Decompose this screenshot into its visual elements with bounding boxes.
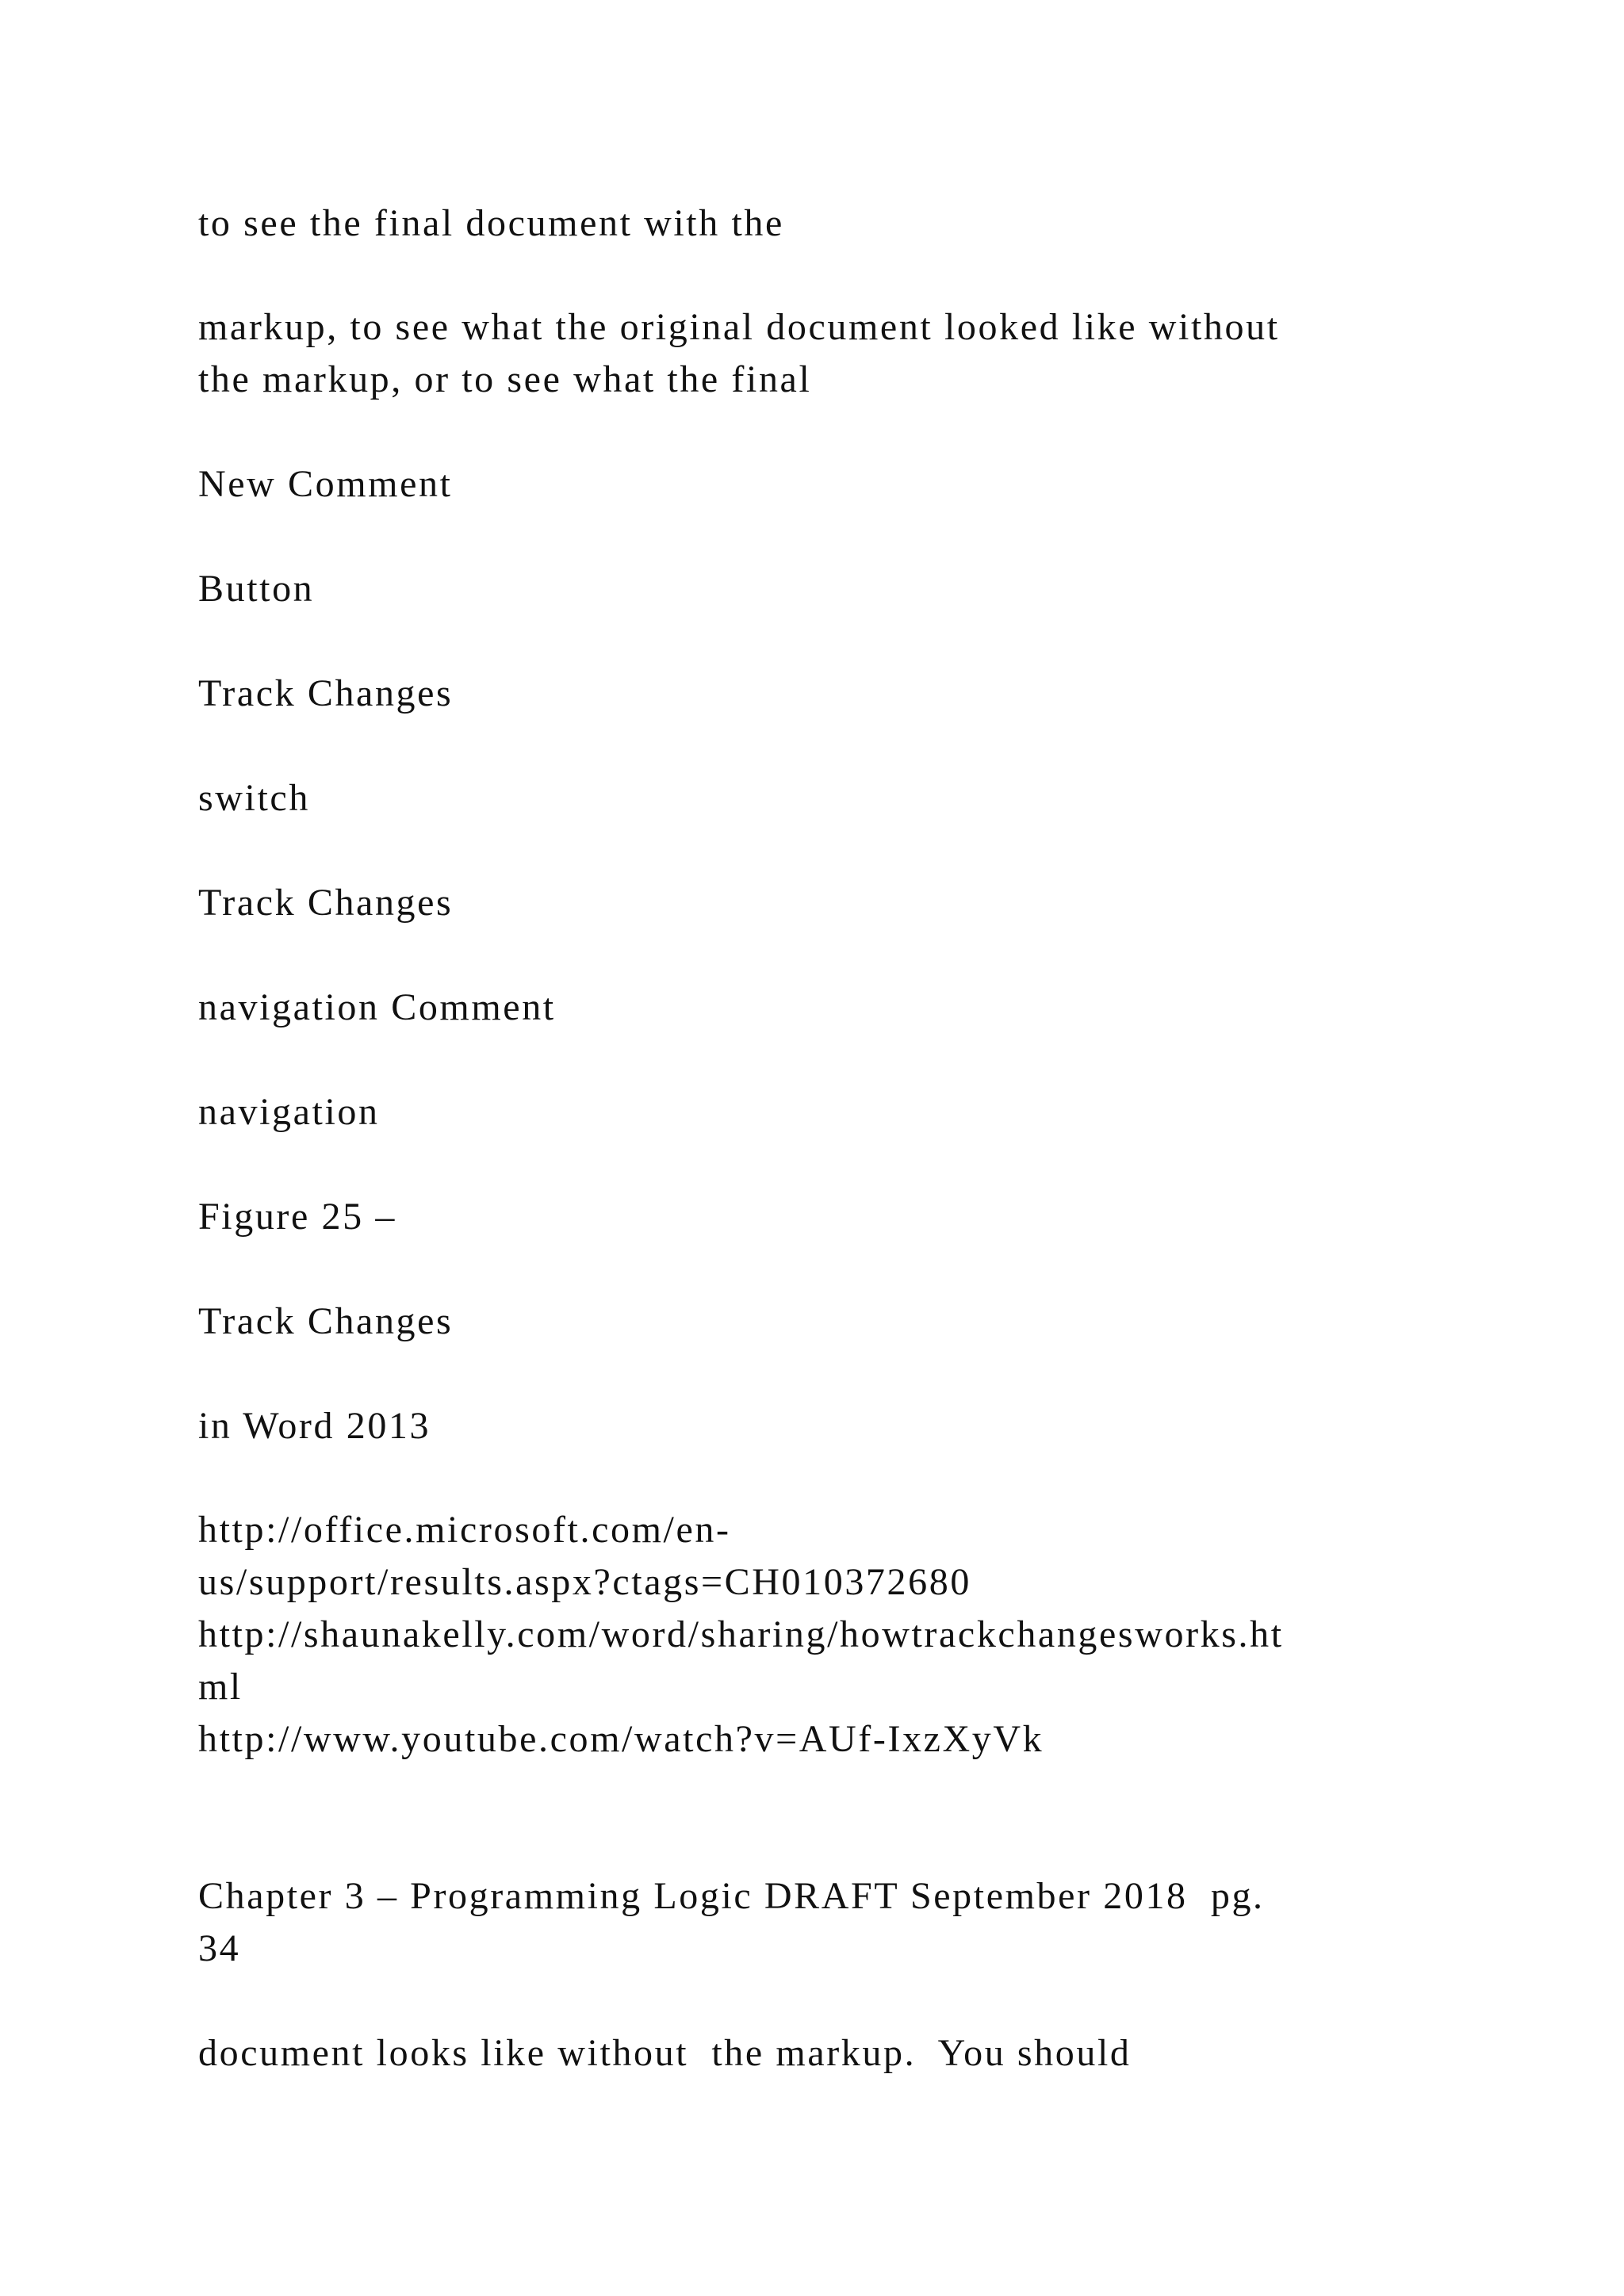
page-footer: Chapter 3 – Programming Logic DRAFT September 2018 pg. xyxy=(198,1875,1265,1917)
figure-label-new-comment: New Comment xyxy=(198,463,453,505)
figure-label-navigation: navigation xyxy=(198,1091,380,1133)
body-text-line: document looks like without the markup. You should xyxy=(198,2032,1132,2074)
figure-label-navigation-comment: navigation Comment xyxy=(198,986,556,1028)
figure-caption: Track Changes xyxy=(198,1300,454,1342)
body-text-line: markup, to see what the original document looked like without xyxy=(198,306,1280,348)
figure-label-track-changes: Track Changes xyxy=(198,672,454,714)
figure-label-track-changes: Track Changes xyxy=(198,882,454,924)
figure-caption: Figure 25 – xyxy=(198,1196,396,1238)
reference-link: us/support/results.aspx?ctags=CH010372680 xyxy=(198,1561,971,1603)
reference-link: ml xyxy=(198,1666,243,1708)
figure-label-switch: switch xyxy=(198,777,310,819)
reference-link: http://shaunakelly.com/word/sharing/howtrackchangesworks.ht xyxy=(198,1613,1284,1655)
body-text-line: the markup, or to see what the final xyxy=(198,358,812,400)
page-footer: 34 xyxy=(198,1927,241,1969)
figure-label-button: Button xyxy=(198,568,315,610)
figure-caption: in Word 2013 xyxy=(198,1405,431,1447)
reference-link: http://office.microsoft.com/en- xyxy=(198,1509,731,1551)
reference-link: http://www.youtube.com/watch?v=AUf-IxzXyVk xyxy=(198,1718,1044,1760)
body-text-line: to see the final document with the xyxy=(198,202,784,244)
